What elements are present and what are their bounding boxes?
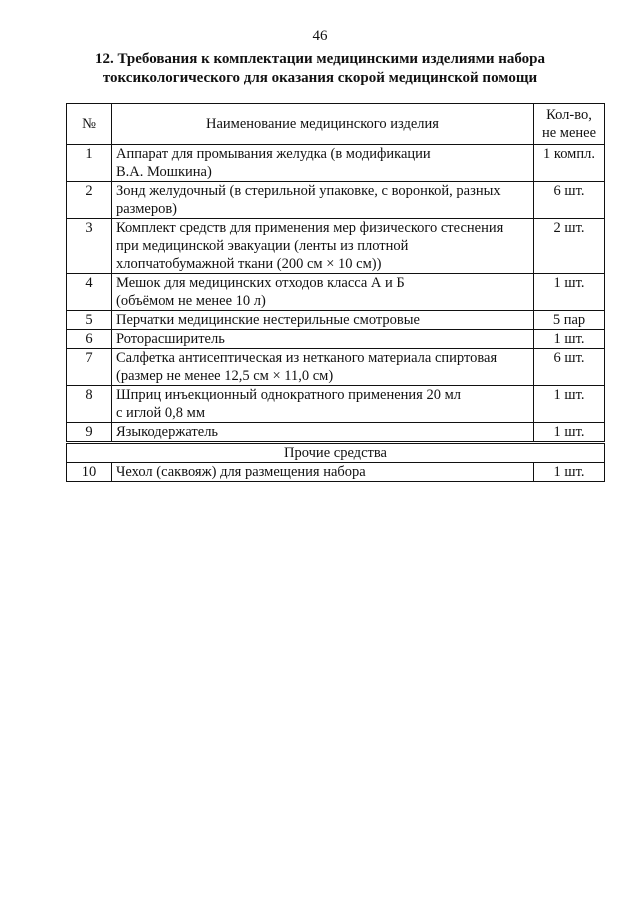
row-number: 1 (67, 145, 112, 182)
title-line-1: 12. Требования к комплектации медицинскими изделиями набора (94, 51, 546, 67)
row-quantity: 1 компл. (534, 145, 605, 182)
table-row (67, 423, 605, 443)
header-quantity-line-2: не менее (541, 125, 597, 141)
row-quantity: 1 шт. (534, 386, 605, 423)
table-row (67, 219, 605, 274)
row-quantity: 5 пар (534, 311, 605, 330)
row-number: 3 (67, 219, 112, 274)
row-item-name (112, 349, 534, 386)
table-row (67, 182, 605, 219)
table-body (67, 145, 605, 443)
header-name: Наименование медицинского изделия (112, 104, 534, 145)
row-item-name (112, 219, 534, 274)
title-line-2: токсикологического для оказания скорой медицинской помощи (102, 70, 538, 86)
table-row (67, 311, 605, 330)
table-row (67, 463, 605, 482)
row-quantity: 1 шт. (534, 274, 605, 311)
item-name-line: Роторасширитель (116, 331, 225, 347)
row-number: 2 (67, 182, 112, 219)
row-number: 5 (67, 311, 112, 330)
item-name-line: Мешок для медицинских отходов класса А и Б (116, 275, 405, 291)
row-quantity: 6 шт. (534, 349, 605, 386)
item-name-line: Аппарат для промывания желудка (в модификации (116, 146, 431, 162)
item-name-line: В.А. Мошкина) (116, 164, 212, 180)
row-number: 8 (67, 386, 112, 423)
item-name-line: с иглой 0,8 мм (116, 405, 206, 421)
page-number: 46 (312, 28, 328, 44)
item-name-line: Салфетка антисептическая из нетканого материала спиртовая (116, 350, 498, 366)
row-quantity: 1 шт. (534, 463, 605, 482)
row-number: 4 (67, 274, 112, 311)
item-name-line: Перчатки медицинские нестерильные смотровые (116, 312, 420, 328)
row-number: 7 (67, 349, 112, 386)
row-number: 6 (67, 330, 112, 349)
table-row (67, 274, 605, 311)
table-row (67, 349, 605, 386)
row-number: 9 (67, 423, 112, 443)
item-name-line: Комплект средств для применения мер физического стеснения (116, 220, 504, 236)
document-title (80, 50, 560, 88)
row-number: 10 (67, 463, 112, 482)
row-item-name (112, 386, 534, 423)
header-quantity (534, 104, 605, 145)
item-name-line: Зонд желудочный (в стерильной упаковке, с воронкой, разных (116, 183, 501, 199)
header-quantity-line-1: Кол-во, (546, 107, 592, 123)
table-row (67, 386, 605, 423)
section-header-row (67, 443, 605, 463)
row-item-name (112, 423, 534, 443)
row-item-name (112, 311, 534, 330)
table-row (67, 330, 605, 349)
item-name-line: Языкодержатель (116, 424, 219, 440)
row-item-name (112, 274, 534, 311)
section-label: Прочие средства (67, 443, 605, 463)
row-quantity: 6 шт. (534, 182, 605, 219)
item-name-line: хлопчатобумажной ткани (200 см × 10 см)) (116, 256, 382, 272)
item-name-line: размеров) (116, 201, 177, 217)
row-item-name (112, 463, 534, 482)
item-name-line: (объёмом не менее 10 л) (116, 293, 266, 309)
table-row (67, 145, 605, 182)
table-section-body (67, 443, 605, 482)
row-item-name (112, 330, 534, 349)
row-quantity: 2 шт. (534, 219, 605, 274)
item-name-line: (размер не менее 12,5 см × 11,0 см) (116, 368, 334, 384)
row-quantity: 1 шт. (534, 330, 605, 349)
item-name-line: Чехол (саквояж) для размещения набора (116, 464, 366, 480)
item-name-line: при медицинской эвакуации (ленты из плотной (116, 238, 409, 254)
equipment-table (66, 103, 605, 482)
row-item-name (112, 145, 534, 182)
header-number: № (67, 104, 112, 145)
item-name-line: Шприц инъекционный однократного применения 20 мл (116, 387, 462, 403)
table-header-row (67, 104, 605, 145)
row-item-name (112, 182, 534, 219)
row-quantity: 1 шт. (534, 423, 605, 443)
